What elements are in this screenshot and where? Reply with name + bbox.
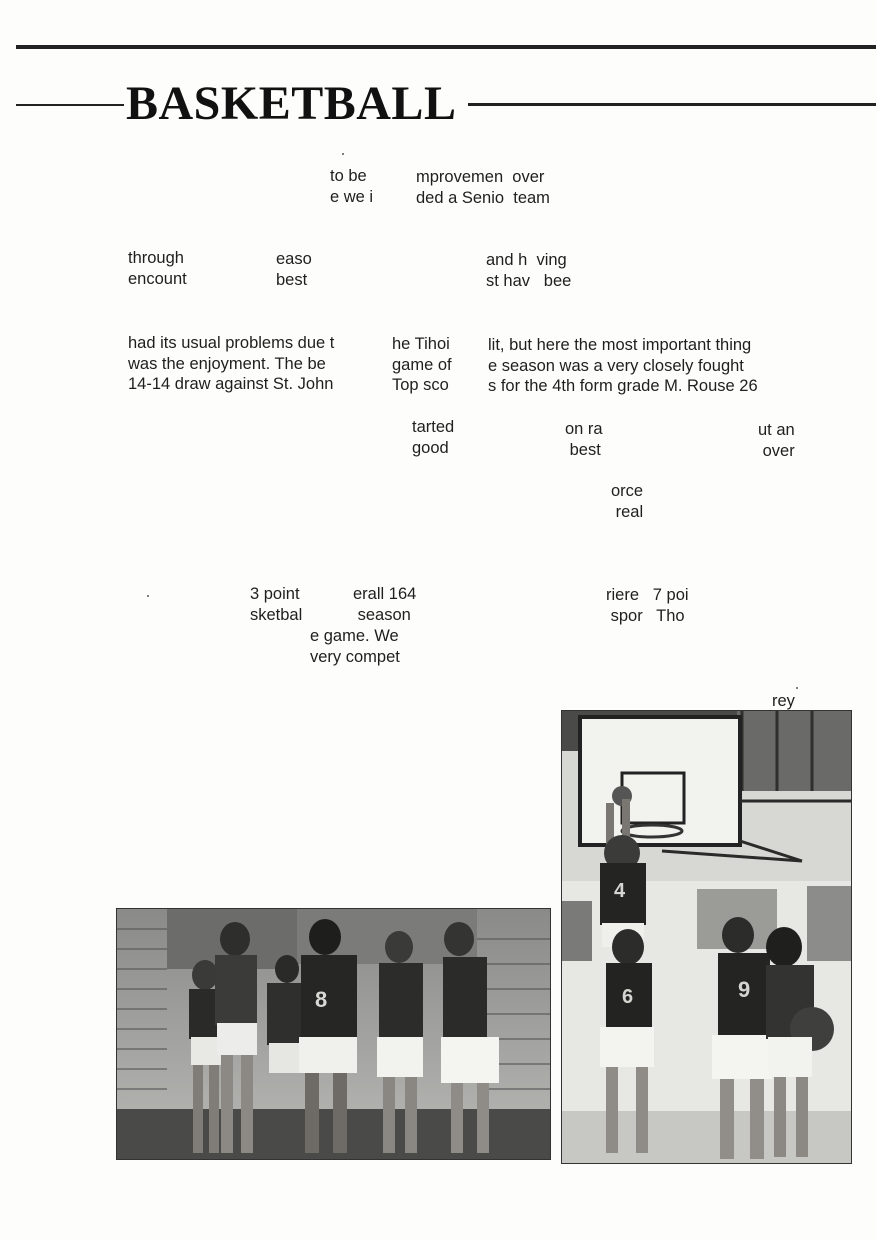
text-fragment: tarted good [412, 418, 455, 457]
text-fragment: lit, but here the most important thing e season was a very closely fought s for the 4th form grade M. Rouse 26 [488, 336, 758, 395]
jersey-number: 6 [622, 986, 634, 1008]
jersey-number: 4 [614, 880, 626, 902]
page-title: BASKETBALL [126, 77, 457, 130]
heading-rule-right [468, 103, 876, 106]
text-fragment: ut an over [758, 421, 795, 460]
text-fragment: through encount [128, 249, 187, 288]
text-fragment: 3 point sketbal [250, 585, 303, 624]
text-fragment: he Tihoi game of Top sco [392, 335, 452, 394]
text-fragment: on ra best [565, 420, 603, 459]
text-fragment: easo best [276, 250, 312, 289]
text-fragment: to be e we i [330, 167, 374, 206]
team-huddle-photo [116, 908, 551, 1160]
heading-rule-left [16, 104, 124, 106]
speck [796, 687, 798, 689]
text-fragment: e game. We very compet [310, 627, 400, 666]
jersey-number: 8 [315, 987, 328, 1012]
speck [147, 595, 149, 597]
text-fragment: had its usual problems due t was the enjoyment. The be 14-14 draw against St. John [128, 334, 335, 393]
top-rule [16, 45, 876, 49]
text-fragment: erall 164 season [353, 585, 417, 624]
text-fragment: riere 7 poi spor Tho [606, 586, 689, 625]
jersey-number: 9 [738, 977, 751, 1002]
speck [342, 153, 344, 155]
basket-lift-photo [561, 710, 852, 1164]
text-fragment: rey [772, 692, 795, 710]
text-fragment: orce real [611, 482, 644, 521]
text-fragment: mprovemen over ded a Senio team [416, 168, 550, 207]
text-fragment: and h ving st hav bee [486, 251, 572, 290]
